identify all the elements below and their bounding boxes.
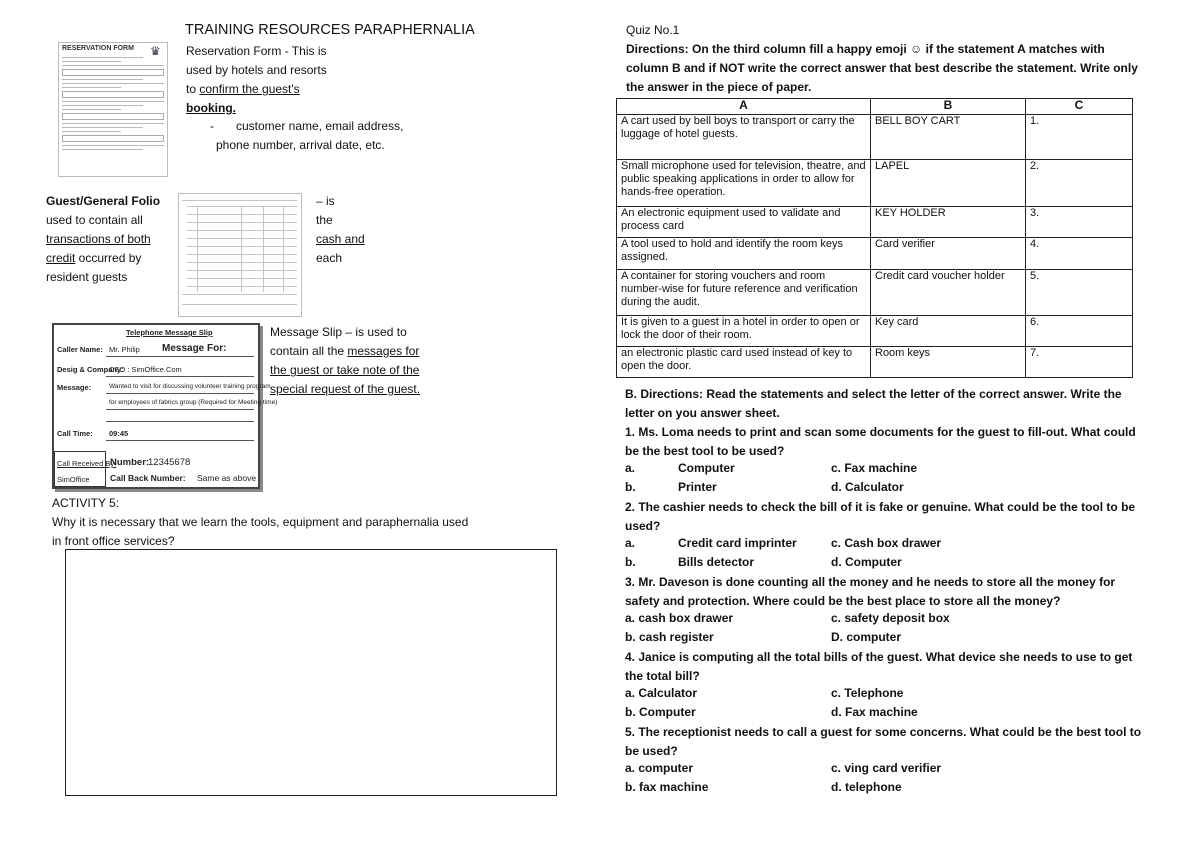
q4-text: [625, 648, 1165, 686]
q1-line-2: be the best tool to be used?: [625, 444, 785, 458]
row-4-c[interactable]: 4.: [1026, 238, 1133, 270]
q2-b-letter: b.: [625, 555, 636, 569]
activity-question-1: Why it is necessary that we learn the tools, equipment and paraphernalia used: [52, 515, 469, 529]
page-title: TRAINING RESOURCES PARAPHERNALIA: [185, 22, 475, 38]
folio-line-1: Guest/General Folio: [46, 194, 161, 208]
partb-directions: [625, 385, 1165, 461]
partb-directions-1: B. Directions: Read the statements and select the letter of the correct answer. Write the: [625, 387, 1122, 401]
q5-option-a[interactable]: a. computer: [625, 761, 694, 775]
reservation-description: [186, 42, 436, 118]
msg-calltime-label: Call Time:: [57, 429, 93, 438]
q5-line-2: be used?: [625, 744, 678, 758]
message-description: [270, 323, 480, 399]
q5-option-c[interactable]: c. ving card verifier: [831, 761, 942, 775]
table-header-a: A: [617, 99, 871, 115]
reservation-bullet-dash: -: [210, 119, 214, 133]
q3-line-1: 3. Mr. Daveson is done counting all the money and he needs to store all the money for: [625, 575, 1116, 589]
message-line-4: special request of the guest.: [270, 382, 421, 396]
table-header-c: C: [1026, 99, 1133, 115]
row-2-c[interactable]: 2.: [1026, 160, 1133, 207]
q4-option-c[interactable]: c. Telephone: [831, 686, 904, 700]
row-5-a: A container for storing vouchers and room number-wise for future reference and verification during the audit.: [617, 270, 871, 316]
q3-option-b[interactable]: b. cash register: [625, 630, 714, 644]
q5-option-b[interactable]: b. fax machine: [625, 780, 709, 794]
table-row: [617, 207, 1133, 238]
folio-line-4: credit occurred by: [46, 251, 142, 265]
q4-line-2: the total bill?: [625, 669, 700, 683]
row-1-a: A cart used by bell boys to transport or carry the luggage of hotel guests.: [617, 115, 871, 160]
row-6-a: It is given to a guest in a hotel in order to open or lock the door of their room.: [617, 316, 871, 347]
row-7-b: Room keys: [871, 347, 1026, 378]
q2-option-a[interactable]: Credit card imprinter: [678, 536, 797, 550]
table-row: [617, 270, 1133, 316]
q2-line-2: used?: [625, 519, 661, 533]
reservation-form-image: [58, 42, 168, 177]
q2-option-c[interactable]: c. Cash box drawer: [831, 536, 942, 550]
row-1-b: BELL BOY CART: [871, 115, 1026, 160]
activity-question-2: in front office services?: [52, 534, 175, 548]
msg-desig-value: CEO : SimOffice.Com: [109, 365, 182, 374]
table-header-b: B: [871, 99, 1026, 115]
msg-number-label: Number:: [110, 457, 150, 468]
msg-caller-label: Caller Name:: [57, 345, 103, 354]
msg-message-value-2: for employees of fabrics group (Required for Meeting time): [109, 399, 278, 406]
msg-received-label: Call Received By:: [57, 459, 117, 468]
q2-line-1: 2. The cashier needs to check the bill of it is fake or genuine. What could be the tool to be: [625, 500, 1136, 514]
row-4-b: Card verifier: [871, 238, 1026, 270]
quiz-directions-2: column B and if NOT write the correct answer that best describe the statement. Write only: [626, 61, 1138, 75]
activity-section: [52, 494, 592, 551]
msg-message-value-1: Wanted to visit for discussing volunteer training program: [109, 383, 271, 390]
q1-option-c[interactable]: c. Fax machine: [831, 461, 918, 475]
folio-right-2: the: [316, 213, 333, 227]
q5-line-1: 5. The receptionist needs to call a guest for some concerns. What could be the best tool to: [625, 725, 1142, 739]
q5-option-d[interactable]: d. telephone: [831, 780, 902, 794]
folio-right-text: [316, 192, 406, 268]
q1-b-letter: b.: [625, 480, 636, 494]
quiz-title: Quiz No.1: [626, 23, 680, 37]
folio-description: [46, 192, 181, 287]
folio-right-4: each: [316, 251, 343, 265]
message-line-2: contain all the messages for: [270, 344, 420, 358]
reservation-bullet-1: customer name, email address,: [236, 119, 404, 133]
folio-line-3: transactions of both: [46, 232, 151, 246]
row-5-c[interactable]: 5.: [1026, 270, 1133, 316]
row-7-c[interactable]: 7.: [1026, 347, 1133, 378]
q2-text: [625, 498, 1165, 536]
q3-line-2: safety and protection. Where could be the best place to store all the money?: [625, 594, 1061, 608]
q3-option-c[interactable]: c. safety deposit box: [831, 611, 950, 625]
q1-line-1: 1. Ms. Loma needs to print and scan some documents for the guest to fill-out. What could: [625, 425, 1136, 439]
q2-option-b[interactable]: Bills detector: [678, 555, 755, 569]
row-2-a: Small microphone used for television, theatre, and public speaking applications in order to allow for hands-free operation.: [617, 160, 871, 207]
msg-slip-header: Telephone Message Slip: [126, 328, 213, 337]
msg-caller-value: Mr. Philip: [109, 345, 140, 354]
msg-callback-label: Call Back Number:: [110, 473, 186, 483]
q1-option-d[interactable]: d. Calculator: [831, 480, 904, 494]
row-3-c[interactable]: 3.: [1026, 207, 1133, 238]
reservation-line-2: used by hotels and resorts: [186, 63, 327, 77]
row-2-b: LAPEL: [871, 160, 1026, 207]
q1-option-a[interactable]: Computer: [678, 461, 735, 475]
reservation-line-3: to confirm the guest's: [186, 82, 300, 96]
q5-text: [625, 723, 1165, 761]
msg-number-value: 12345678: [148, 457, 191, 468]
msg-desig-label: Desig & Company:: [57, 365, 124, 374]
logo-icon: ♛: [150, 44, 161, 58]
q4-line-1: 4. Janice is computing all the total bills of the guest. What device she needs to use to get: [625, 650, 1133, 664]
row-3-a: An electronic equipment used to validate and process card: [617, 207, 871, 238]
message-slip-image: [52, 323, 278, 489]
folio-right-3: cash and: [316, 232, 365, 246]
row-7-a: an electronic plastic card used instead of key to open the door.: [617, 347, 871, 378]
folio-right-1: – is: [316, 194, 335, 208]
q1-option-b[interactable]: Printer: [678, 480, 717, 494]
reservation-form-image-header: RESERVATION FORM: [62, 45, 134, 52]
row-6-b: Key card: [871, 316, 1026, 347]
reservation-bullet-2: phone number, arrival date, etc.: [216, 138, 385, 152]
reservation-line-1: Reservation Form - This is: [186, 44, 327, 58]
q3-text: [625, 573, 1165, 611]
reservation-line-4: booking.: [186, 101, 236, 115]
q4-option-b[interactable]: b. Computer: [625, 705, 696, 719]
msg-message-label: Message:: [57, 383, 92, 392]
folio-line-5: resident guests: [46, 270, 128, 284]
q3-option-a[interactable]: a. cash box drawer: [625, 611, 734, 625]
message-line-3: the guest or take note of the: [270, 363, 420, 377]
table-row: [617, 238, 1133, 270]
row-5-b: Credit card voucher holder: [871, 270, 1026, 316]
message-line-1: Message Slip – is used to: [270, 325, 407, 339]
q4-option-d[interactable]: d. Fax machine: [831, 705, 918, 719]
activity-title: ACTIVITY 5:: [52, 496, 120, 510]
answer-box[interactable]: [65, 549, 557, 796]
q1-a-letter: a.: [625, 461, 636, 475]
row-1-c[interactable]: 1.: [1026, 115, 1133, 160]
quiz-directions-1: Directions: On the third column fill a happy emoji ☺ if the statement A matches with: [626, 42, 1105, 56]
msg-received-value: SimOffice: [57, 475, 90, 484]
folio-line-2: used to contain all: [46, 213, 143, 227]
msg-callback-value: Same as above: [197, 473, 257, 483]
guest-folio-image: [178, 193, 302, 317]
q2-option-d[interactable]: d. Computer: [831, 555, 902, 569]
row-4-a: A tool used to hold and identify the room keys assigned.: [617, 238, 871, 270]
quiz-table: [616, 98, 1133, 378]
q2-a-letter: a.: [625, 536, 636, 550]
quiz-header: [626, 21, 1166, 97]
table-row: [617, 160, 1133, 207]
q3-option-d[interactable]: D. computer: [831, 630, 902, 644]
row-6-c[interactable]: 6.: [1026, 316, 1133, 347]
msg-calltime-value: 09:45: [109, 429, 129, 438]
row-3-b: KEY HOLDER: [871, 207, 1026, 238]
table-header-row: [617, 99, 1133, 115]
msg-for-label: Message For:: [162, 343, 227, 354]
table-row: [617, 316, 1133, 347]
table-row: [617, 347, 1133, 378]
partb-directions-2: letter on you answer sheet.: [625, 406, 780, 420]
quiz-directions-3: the answer in the piece of paper.: [626, 80, 812, 94]
table-row: [617, 115, 1133, 160]
q4-option-a[interactable]: a. Calculator: [625, 686, 698, 700]
